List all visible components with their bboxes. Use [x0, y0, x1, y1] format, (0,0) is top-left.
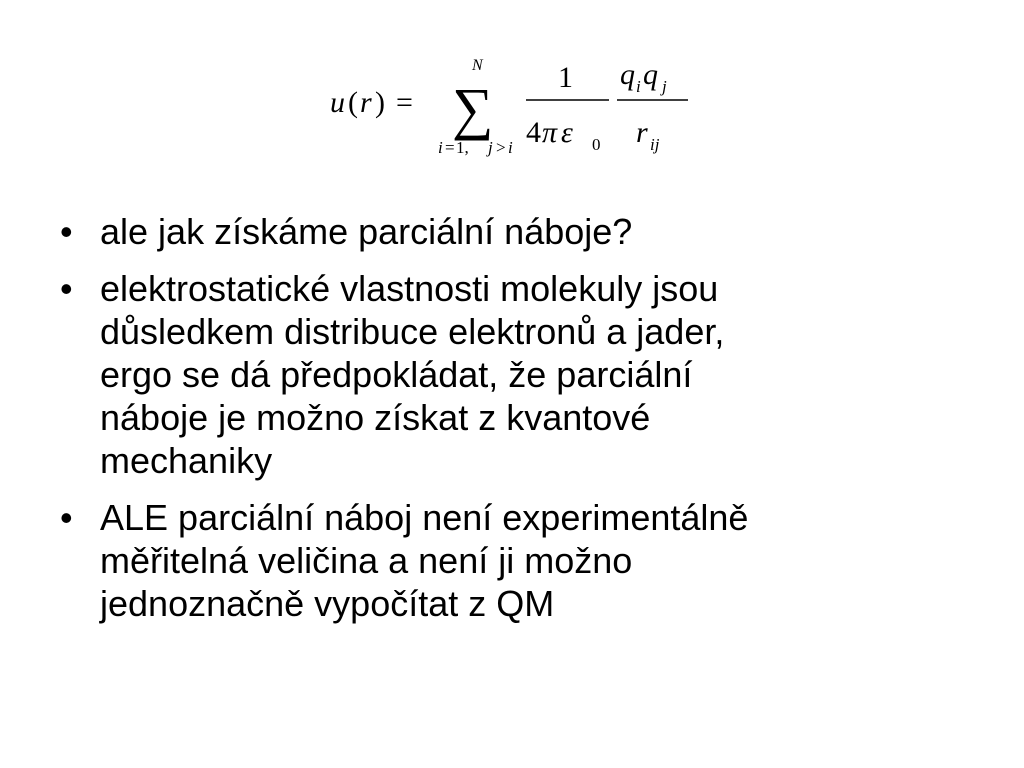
sum-lower-i2: i [508, 138, 513, 157]
bullet-item [60, 267, 960, 482]
bullet-item [60, 496, 960, 625]
formula-close-paren: ) [375, 86, 385, 119]
formula-u: u [330, 86, 345, 119]
bullet-item [60, 210, 960, 253]
sum-lower-i: i [438, 138, 443, 157]
bullet-dot: • [60, 268, 73, 309]
fraction1-denominator-epsilon: ε [561, 116, 573, 149]
bullet-text-line: ale jak získáme parciální náboje? [100, 211, 633, 252]
formula-open-paren: ( [348, 86, 358, 119]
fraction1-denominator-subscript: 0 [592, 135, 601, 154]
bullet-text-line: důsledkem distribuce elektronů a jader, [100, 311, 725, 352]
bullet-text-line: elektrostatické vlastnosti molekuly jsou [100, 268, 719, 309]
fraction2-numerator-sub2: j [662, 77, 667, 96]
bullet-text-line: jednoznačně vypočítat z QM [100, 583, 555, 624]
bullet-text-line: měřitelná veličina a není ji možno [100, 540, 633, 581]
coulomb-energy-formula [320, 50, 700, 170]
fraction2-denominator-sub: ij [650, 135, 660, 154]
fraction1-denominator-pi: π [542, 116, 558, 149]
bullet-list [60, 210, 960, 639]
fraction1-denominator-4: 4 [526, 116, 541, 149]
fraction2-denominator-r: r [636, 116, 648, 149]
sum-upper-limit: N [472, 57, 483, 74]
sum-lower-eq: = [445, 138, 455, 157]
formula-equals: = [396, 86, 413, 119]
bullet-text-line: ALE parciální náboj není experimentálně [100, 497, 749, 538]
sum-lower-one: 1, [456, 138, 469, 157]
bullet-dot: • [60, 211, 73, 252]
bullet-text-line: mechaniky [100, 440, 273, 481]
formula-r: r [360, 86, 372, 119]
fraction2-numerator-sub1: i [636, 77, 641, 96]
bullet-text-line: náboje je možno získat z kvantové [100, 397, 651, 438]
fraction2-numerator-q2: q [643, 58, 658, 91]
sum-lower-j: j [488, 138, 493, 157]
fraction2-numerator-q1: q [620, 58, 635, 91]
bullet-dot: • [60, 497, 73, 538]
fraction1-numerator: 1 [558, 61, 573, 94]
bullet-text-line: ergo se dá předpokládat, že parciální [100, 354, 693, 395]
sum-sign: ∑ [452, 76, 494, 141]
formula-svg [320, 50, 700, 170]
sum-lower-gt: > [496, 138, 506, 157]
